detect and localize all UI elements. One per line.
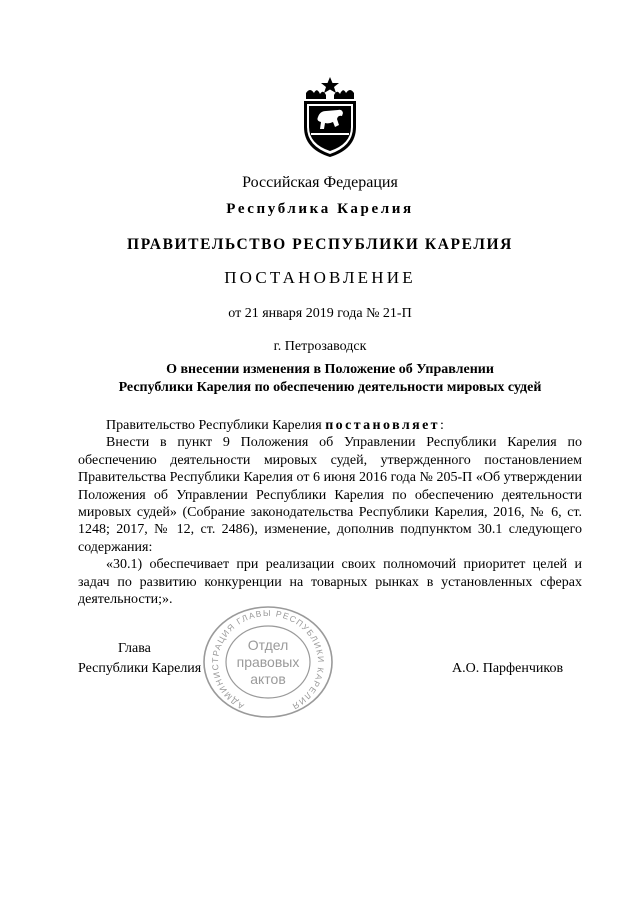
stamp-line-1: Отдел — [247, 637, 289, 653]
document-type: ПОСТАНОВЛЕНИЕ — [224, 268, 416, 287]
official-stamp — [201, 604, 335, 720]
body-paragraph-1: Внести в пункт 9 Положения об Управлении Республики Карелия по обеспечению деятельности мировых судей, утвержденного постановлением Правительства Республики Карелия от 6 июня 2016 года № 205-П «Об утверждении Положения об Управлении Республики Карелия по обеспечению деятельности мировых судей» (Собрание законодательства Республики Карелия, 2016, № 6, ст. 1248; 2017, № 12, ст. 2486), изменение, дополнив подпунктом 30.1 следующего содержания: — [78, 435, 582, 555]
signatory-title: Глава — [118, 641, 151, 656]
country-name: Российская Федерация — [242, 174, 398, 191]
city: г. Петрозаводск — [273, 339, 367, 354]
stamp-ring-text: АДМИНИСТРАЦИЯ ГЛАВЫ РЕСПУБЛИКИ КАРЕЛИЯ — [209, 607, 327, 712]
intro-paragraph — [78, 417, 582, 434]
document-subject — [80, 361, 580, 397]
document-body — [78, 417, 582, 608]
coat-of-arms-emblem — [298, 75, 362, 159]
stamp-line-3: актов — [250, 671, 286, 687]
subject-line-2: Республики Карелия по обеспечению деятельности мировых судей — [118, 380, 542, 395]
republic-name: Республика Карелия — [226, 201, 414, 217]
emblem-plumes-left — [306, 90, 326, 99]
intro-decision-word: постановляет — [325, 418, 440, 433]
government-title: ПРАВИТЕЛЬСТВО РЕСПУБЛИКИ КАРЕЛИЯ — [127, 236, 513, 253]
emblem-plumes-right — [334, 90, 354, 99]
intro-prefix: Правительство Республики Карелия — [106, 418, 326, 433]
signatory-republic: Республики Карелия — [78, 661, 202, 676]
subject-line-1: О внесении изменения в Положение об Управлении — [166, 362, 494, 377]
emblem-star — [321, 77, 339, 93]
date-and-number: от 21 января 2019 года № 21-П — [228, 306, 412, 321]
stamp-line-2: правовых — [236, 654, 300, 670]
intro-suffix: : — [439, 418, 444, 433]
signatory-name: А.О. Парфенчиков — [452, 661, 564, 676]
body-paragraph-2: «30.1) обеспечивает при реализации своих полномочий приоритет целей и задач по развитию конкуренции на товарных рынках в установленных сферах деятельности;». — [78, 557, 582, 608]
